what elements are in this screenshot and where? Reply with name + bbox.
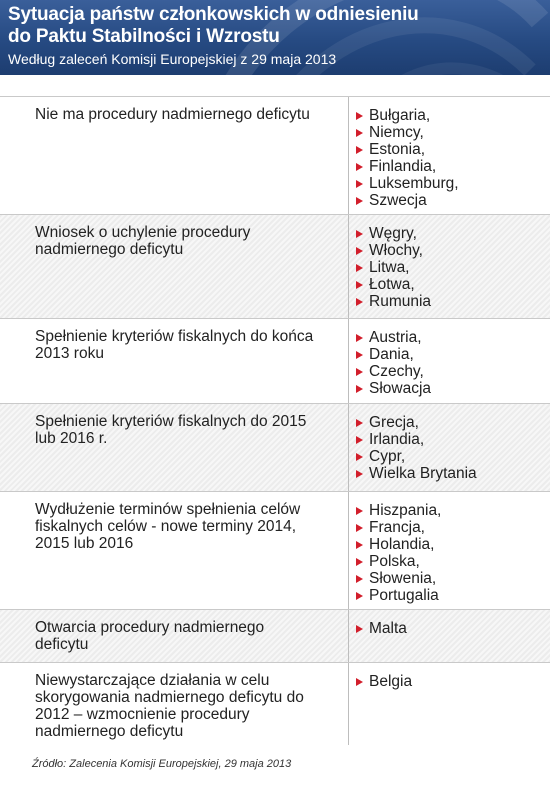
list-item: Czechy,: [356, 363, 431, 380]
bullet-triangle-icon: [356, 385, 363, 393]
bullet-triangle-icon: [356, 368, 363, 376]
column-divider: [348, 319, 349, 403]
list-item: Grecja,: [356, 414, 477, 431]
bullet-triangle-icon: [356, 112, 363, 120]
row-label: Nie ma procedury nadmiernego deficytu: [35, 106, 310, 123]
list-item: Belgia: [356, 673, 412, 690]
bullet-triangle-icon: [356, 351, 363, 359]
table-row: [0, 403, 550, 491]
bullet-triangle-icon: [356, 197, 363, 205]
list-item: Niemcy,: [356, 124, 459, 141]
list-item: Holandia,: [356, 536, 441, 553]
country-list: [356, 225, 431, 310]
list-item: Malta: [356, 620, 407, 637]
column-divider: [348, 97, 349, 214]
country-list: [356, 107, 459, 209]
list-item: Wielka Brytania: [356, 465, 477, 482]
table-row: [0, 491, 550, 609]
list-item: Portugalia: [356, 587, 441, 604]
bullet-triangle-icon: [356, 180, 363, 188]
list-item: Łotwa,: [356, 276, 431, 293]
row-label: Otwarcia procedury nadmiernego deficytu: [35, 619, 265, 653]
column-divider: [348, 610, 349, 662]
list-item: Polska,: [356, 553, 441, 570]
column-divider: [348, 404, 349, 491]
country-list: [356, 329, 431, 397]
list-item: Luksemburg,: [356, 175, 459, 192]
bullet-triangle-icon: [356, 453, 363, 461]
bullet-triangle-icon: [356, 146, 363, 154]
country-list: [356, 414, 477, 482]
list-item: Irlandia,: [356, 431, 477, 448]
row-label: Wniosek o uchylenie procedury nadmiernego deficytu: [35, 224, 251, 258]
bullet-triangle-icon: [356, 264, 363, 272]
list-item: Francja,: [356, 519, 441, 536]
bullet-triangle-icon: [356, 281, 363, 289]
column-divider: [348, 492, 349, 609]
bullet-triangle-icon: [356, 575, 363, 583]
country-list: [356, 502, 441, 604]
list-item: Szwecja: [356, 192, 459, 209]
list-item: Rumunia: [356, 293, 431, 310]
table-row: [0, 318, 550, 403]
bullet-triangle-icon: [356, 678, 363, 686]
bullet-triangle-icon: [356, 470, 363, 478]
country-list: [356, 620, 407, 637]
table-row: [0, 96, 550, 214]
page-title-line2: do Paktu Stabilności i Wzrostu: [8, 26, 280, 47]
bullet-triangle-icon: [356, 524, 363, 532]
list-item: Słowacja: [356, 380, 431, 397]
list-item: Bułgaria,: [356, 107, 459, 124]
row-label: Spełnienie kryteriów fiskalnych do końca 2013 roku: [35, 328, 314, 362]
source-note: Źródło: Zalecenia Komisji Europejskiej, 29 maja 2013: [32, 758, 292, 770]
bullet-triangle-icon: [356, 436, 363, 444]
row-label: Niewystarczające działania w celu skorygowania nadmiernego deficytu do 2012 – wzmocnienie procedury nadmiernego deficytu: [35, 672, 304, 740]
bullet-triangle-icon: [356, 507, 363, 515]
table-row: [0, 662, 550, 745]
page-subtitle: Według zaleceń Komisji Europejskiej z 29 maja 2013: [8, 51, 337, 67]
country-list: [356, 673, 412, 690]
list-item: Hiszpania,: [356, 502, 441, 519]
table-row: [0, 214, 550, 318]
bullet-triangle-icon: [356, 298, 363, 306]
row-label: Wydłużenie terminów spełnienia celów fiskalnych celów - nowe terminy 2014, 2015 lub 2016: [35, 501, 301, 552]
bullet-triangle-icon: [356, 541, 363, 549]
list-item: Litwa,: [356, 259, 431, 276]
list-item: Dania,: [356, 346, 431, 363]
list-item: Włochy,: [356, 242, 431, 259]
bullet-triangle-icon: [356, 230, 363, 238]
list-item: Estonia,: [356, 141, 459, 158]
bullet-triangle-icon: [356, 334, 363, 342]
bullet-triangle-icon: [356, 558, 363, 566]
table-row: [0, 609, 550, 662]
page-title-line1: Sytuacja państw członkowskich w odniesieniu: [8, 4, 419, 25]
bullet-triangle-icon: [356, 129, 363, 137]
bullet-triangle-icon: [356, 163, 363, 171]
status-table: [0, 96, 550, 745]
bullet-triangle-icon: [356, 625, 363, 633]
bullet-triangle-icon: [356, 247, 363, 255]
column-divider: [348, 663, 349, 745]
bullet-triangle-icon: [356, 419, 363, 427]
list-item: Cypr,: [356, 448, 477, 465]
list-item: Austria,: [356, 329, 431, 346]
header-banner: [0, 0, 550, 75]
column-divider: [348, 215, 349, 318]
bullet-triangle-icon: [356, 592, 363, 600]
list-item: Węgry,: [356, 225, 431, 242]
list-item: Finlandia,: [356, 158, 459, 175]
list-item: Słowenia,: [356, 570, 441, 587]
row-label: Spełnienie kryteriów fiskalnych do 2015 lub 2016 r.: [35, 413, 307, 447]
